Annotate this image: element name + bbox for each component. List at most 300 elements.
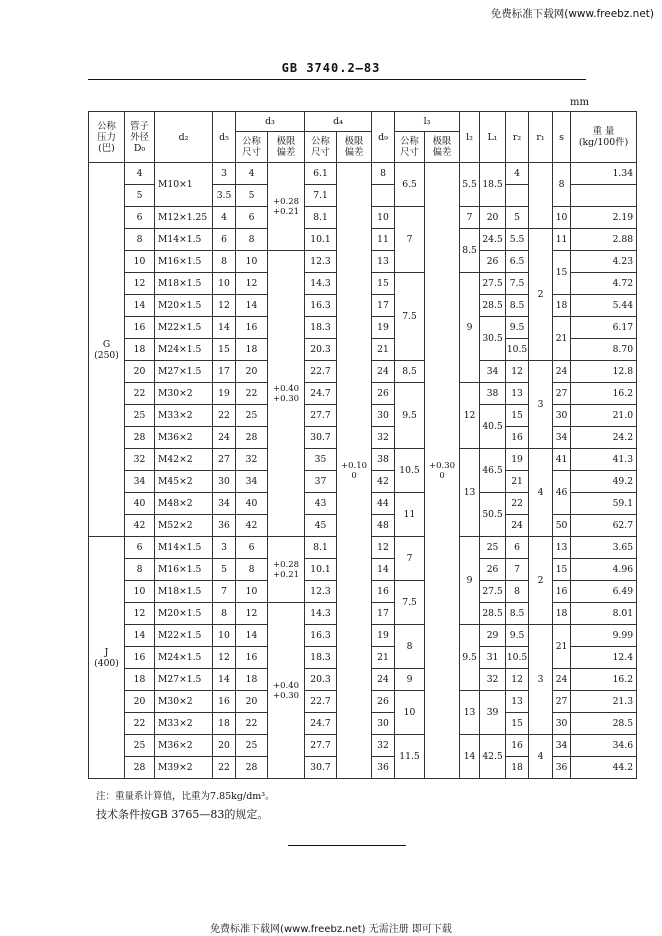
cell-D0: 10 bbox=[125, 251, 155, 273]
cell-l2: 13 bbox=[460, 691, 480, 735]
cell-d9: 14 bbox=[372, 559, 395, 581]
cell-r2: 12 bbox=[506, 361, 529, 383]
cell-w: 59.1 bbox=[571, 493, 637, 515]
cell-L1: 28.5 bbox=[480, 603, 506, 625]
cell-d2: M20×1.5 bbox=[155, 295, 213, 317]
cell-d5: 8 bbox=[213, 251, 236, 273]
cell-r2: 8.5 bbox=[506, 295, 529, 317]
cell-l2: 5.5 bbox=[460, 163, 480, 207]
cell-d9: 8 bbox=[372, 163, 395, 185]
cell-d3: 8 bbox=[236, 559, 268, 581]
cell-w: 41.3 bbox=[571, 449, 637, 471]
cell-s: 30 bbox=[553, 713, 571, 735]
cell-d9: 48 bbox=[372, 515, 395, 537]
cell-d2: M48×2 bbox=[155, 493, 213, 515]
spec-table-body bbox=[89, 163, 637, 779]
cell-r2: 4 bbox=[506, 163, 529, 185]
cell-l3: 7.5 bbox=[395, 581, 425, 625]
cell-d3: 14 bbox=[236, 625, 268, 647]
cell-d9: 38 bbox=[372, 449, 395, 471]
cell-d3: 20 bbox=[236, 691, 268, 713]
cell-d4: 20.3 bbox=[305, 669, 337, 691]
cell-s: 13 bbox=[553, 537, 571, 559]
cell-L1: 25 bbox=[480, 537, 506, 559]
header-pipe-od: 管子 外径 D₀ bbox=[125, 112, 155, 163]
cell-s: 18 bbox=[553, 295, 571, 317]
cell-d5: 16 bbox=[213, 691, 236, 713]
cell-d5: 8 bbox=[213, 603, 236, 625]
cell-w: 12.4 bbox=[571, 647, 637, 669]
cell-d5: 5 bbox=[213, 559, 236, 581]
cell-r2: 16 bbox=[506, 427, 529, 449]
cell-r2: 24 bbox=[506, 515, 529, 537]
cell-grp: G (250) bbox=[89, 163, 125, 537]
cell-d9: 30 bbox=[372, 405, 395, 427]
cell-d5: 24 bbox=[213, 427, 236, 449]
cell-r2: 8.5 bbox=[506, 603, 529, 625]
cell-d2: M10×1 bbox=[155, 163, 213, 207]
cell-d4: 14.3 bbox=[305, 273, 337, 295]
cell-D0: 42 bbox=[125, 515, 155, 537]
cell-w: 3.65 bbox=[571, 537, 637, 559]
cell-d5: 12 bbox=[213, 295, 236, 317]
header-d3-tolerance: 极限 偏差 bbox=[268, 132, 305, 163]
cell-d4: 24.7 bbox=[305, 713, 337, 735]
cell-d2: M24×1.5 bbox=[155, 647, 213, 669]
cell-r2: 6.5 bbox=[506, 251, 529, 273]
header-d5: d₅ bbox=[213, 112, 236, 163]
cell-d5: 30 bbox=[213, 471, 236, 493]
cell-d4: 43 bbox=[305, 493, 337, 515]
cell-d2: M33×2 bbox=[155, 405, 213, 427]
cell-d3: 6 bbox=[236, 537, 268, 559]
cell-d9: 30 bbox=[372, 713, 395, 735]
cell-s: 15 bbox=[553, 251, 571, 295]
cell-d4: 20.3 bbox=[305, 339, 337, 361]
note-weight: 注：重量系计算值，比重为7.85kg/dm³。 bbox=[96, 791, 275, 802]
cell-d2: M36×2 bbox=[155, 735, 213, 757]
cell-s: 34 bbox=[553, 427, 571, 449]
cell-s: 21 bbox=[553, 625, 571, 669]
cell-D0: 25 bbox=[125, 735, 155, 757]
cell-d2: M12×1.25 bbox=[155, 207, 213, 229]
cell-d3: 22 bbox=[236, 383, 268, 405]
header-l3-nominal: 公称 尺寸 bbox=[395, 132, 425, 163]
cell-L1: 39 bbox=[480, 691, 506, 735]
cell-d5: 19 bbox=[213, 383, 236, 405]
cell-s: 21 bbox=[553, 317, 571, 361]
cell-d2: M20×1.5 bbox=[155, 603, 213, 625]
cell-d9: 24 bbox=[372, 669, 395, 691]
cell-L1: 27.5 bbox=[480, 581, 506, 603]
header-d4: d₄ bbox=[305, 112, 372, 132]
cell-d4: 12.3 bbox=[305, 251, 337, 273]
cell-s: 41 bbox=[553, 449, 571, 471]
cell-r2: 16 bbox=[506, 735, 529, 757]
cell-w: 62.7 bbox=[571, 515, 637, 537]
cell-d5: 3 bbox=[213, 537, 236, 559]
cell-d4: 8.1 bbox=[305, 207, 337, 229]
cell-d4: 27.7 bbox=[305, 405, 337, 427]
cell-d5: 6 bbox=[213, 229, 236, 251]
cell-d4: 30.7 bbox=[305, 757, 337, 779]
cell-r2: 10.5 bbox=[506, 647, 529, 669]
cell-s: 27 bbox=[553, 383, 571, 405]
cell-D0: 16 bbox=[125, 317, 155, 339]
table-row bbox=[89, 163, 637, 185]
cell-D0: 40 bbox=[125, 493, 155, 515]
cell-w: 24.2 bbox=[571, 427, 637, 449]
cell-w: 21.3 bbox=[571, 691, 637, 713]
cell-d4: 22.7 bbox=[305, 361, 337, 383]
cell-d4: 30.7 bbox=[305, 427, 337, 449]
cell-d3t: +0.40 +0.30 bbox=[268, 603, 305, 779]
cell-L1: 50.5 bbox=[480, 493, 506, 537]
cell-L1: 31 bbox=[480, 647, 506, 669]
cell-L1: 18.5 bbox=[480, 163, 506, 207]
cell-d2: M52×2 bbox=[155, 515, 213, 537]
cell-l3: 7 bbox=[395, 537, 425, 581]
cell-r1: 2 bbox=[529, 229, 553, 361]
cell-d4: 18.3 bbox=[305, 647, 337, 669]
cell-d9: 17 bbox=[372, 603, 395, 625]
cell-l3: 8.5 bbox=[395, 361, 425, 383]
cell-d4: 14.3 bbox=[305, 603, 337, 625]
cell-L1: 24.5 bbox=[480, 229, 506, 251]
unit-label: mm bbox=[570, 97, 589, 108]
cell-l2: 7 bbox=[460, 207, 480, 229]
site-banner-top: 免费标准下载网(www.freebz.net) bbox=[490, 8, 654, 20]
cell-s: 8 bbox=[553, 163, 571, 207]
cell-w bbox=[571, 185, 637, 207]
cell-s: 36 bbox=[553, 757, 571, 779]
cell-w: 16.2 bbox=[571, 669, 637, 691]
cell-d2: M30×2 bbox=[155, 383, 213, 405]
cell-r2: 15 bbox=[506, 405, 529, 427]
cell-d3: 40 bbox=[236, 493, 268, 515]
cell-D0: 6 bbox=[125, 537, 155, 559]
cell-d3: 14 bbox=[236, 295, 268, 317]
cell-d3: 18 bbox=[236, 339, 268, 361]
cell-L1: 28.5 bbox=[480, 295, 506, 317]
cell-d9: 11 bbox=[372, 229, 395, 251]
cell-L1: 30.5 bbox=[480, 317, 506, 361]
cell-d9: 12 bbox=[372, 537, 395, 559]
cell-d9: 21 bbox=[372, 339, 395, 361]
cell-D0: 6 bbox=[125, 207, 155, 229]
cell-r2: 15 bbox=[506, 713, 529, 735]
cell-r2: 13 bbox=[506, 691, 529, 713]
cell-s: 24 bbox=[553, 361, 571, 383]
cell-d3: 6 bbox=[236, 207, 268, 229]
cell-d3: 10 bbox=[236, 251, 268, 273]
cell-L1: 27.5 bbox=[480, 273, 506, 295]
cell-l3: 9.5 bbox=[395, 383, 425, 449]
header-d9: d₉ bbox=[372, 112, 395, 163]
cell-w: 9.99 bbox=[571, 625, 637, 647]
cell-D0: 28 bbox=[125, 427, 155, 449]
cell-s: 18 bbox=[553, 603, 571, 625]
cell-s: 24 bbox=[553, 669, 571, 691]
cell-d2: M14×1.5 bbox=[155, 229, 213, 251]
cell-w: 8.01 bbox=[571, 603, 637, 625]
cell-w: 21.0 bbox=[571, 405, 637, 427]
cell-w: 49.2 bbox=[571, 471, 637, 493]
cell-D0: 12 bbox=[125, 603, 155, 625]
cell-w: 4.96 bbox=[571, 559, 637, 581]
cell-d4: 27.7 bbox=[305, 735, 337, 757]
cell-r1: 4 bbox=[529, 449, 553, 537]
cell-l3: 8 bbox=[395, 625, 425, 669]
cell-s: 16 bbox=[553, 581, 571, 603]
cell-D0: 20 bbox=[125, 361, 155, 383]
cell-d4: 45 bbox=[305, 515, 337, 537]
cell-d9: 13 bbox=[372, 251, 395, 273]
cell-l2: 9 bbox=[460, 537, 480, 625]
cell-d2: M18×1.5 bbox=[155, 273, 213, 295]
cell-d9: 15 bbox=[372, 273, 395, 295]
cell-l3: 11 bbox=[395, 493, 425, 537]
cell-d3: 28 bbox=[236, 427, 268, 449]
header-d3: d₃ bbox=[236, 112, 305, 132]
cell-d3: 42 bbox=[236, 515, 268, 537]
cell-r2: 5 bbox=[506, 207, 529, 229]
cell-w: 16.2 bbox=[571, 383, 637, 405]
cell-d4: 10.1 bbox=[305, 229, 337, 251]
cell-d9: 24 bbox=[372, 361, 395, 383]
header-s: s bbox=[553, 112, 571, 163]
cell-d5: 27 bbox=[213, 449, 236, 471]
header-d2: d₂ bbox=[155, 112, 213, 163]
cell-d3: 34 bbox=[236, 471, 268, 493]
cell-d9: 16 bbox=[372, 581, 395, 603]
cell-D0: 34 bbox=[125, 471, 155, 493]
cell-w: 2.19 bbox=[571, 207, 637, 229]
cell-d9: 21 bbox=[372, 647, 395, 669]
cell-L1: 40.5 bbox=[480, 405, 506, 449]
cell-l2: 14 bbox=[460, 735, 480, 779]
cell-d9: 36 bbox=[372, 757, 395, 779]
cell-w: 2.88 bbox=[571, 229, 637, 251]
cell-w: 28.5 bbox=[571, 713, 637, 735]
cell-d4: 16.3 bbox=[305, 625, 337, 647]
standard-title: GB 3740.2—83 bbox=[281, 61, 381, 75]
cell-d3: 10 bbox=[236, 581, 268, 603]
cell-d5: 3.5 bbox=[213, 185, 236, 207]
cell-l3: 10 bbox=[395, 691, 425, 735]
cell-d5: 34 bbox=[213, 493, 236, 515]
cell-d4: 22.7 bbox=[305, 691, 337, 713]
cell-d2: M42×2 bbox=[155, 449, 213, 471]
header-L1: L₁ bbox=[480, 112, 506, 163]
cell-D0: 8 bbox=[125, 559, 155, 581]
cell-s: 50 bbox=[553, 515, 571, 537]
cell-d4: 12.3 bbox=[305, 581, 337, 603]
cell-r2: 9.5 bbox=[506, 317, 529, 339]
cell-d3t: +0.28 +0.21 bbox=[268, 537, 305, 603]
cell-r2: 19 bbox=[506, 449, 529, 471]
cell-l2: 13 bbox=[460, 449, 480, 537]
cell-d4: 37 bbox=[305, 471, 337, 493]
cell-d3t: +0.40 +0.30 bbox=[268, 251, 305, 537]
header-weight: 重 量 (kg/100件) bbox=[571, 112, 637, 163]
cell-D0: 14 bbox=[125, 295, 155, 317]
cell-d9: 26 bbox=[372, 383, 395, 405]
cell-d5: 36 bbox=[213, 515, 236, 537]
cell-d5: 4 bbox=[213, 207, 236, 229]
cell-d2: M14×1.5 bbox=[155, 537, 213, 559]
header-l2: l₂ bbox=[460, 112, 480, 163]
header-pressure: 公称 压力 (巴) bbox=[89, 112, 125, 163]
note-technical: 技术条件按GB 3765—83的规定。 bbox=[96, 808, 269, 821]
cell-w: 4.23 bbox=[571, 251, 637, 273]
cell-d3: 18 bbox=[236, 669, 268, 691]
cell-w: 12.8 bbox=[571, 361, 637, 383]
cell-L1: 26 bbox=[480, 559, 506, 581]
cell-r1: 3 bbox=[529, 625, 553, 735]
cell-r2: 18 bbox=[506, 757, 529, 779]
cell-s: 34 bbox=[553, 735, 571, 757]
cell-d2: M30×2 bbox=[155, 691, 213, 713]
cell-s: 46 bbox=[553, 471, 571, 515]
cell-d2: M18×1.5 bbox=[155, 581, 213, 603]
cell-d3: 20 bbox=[236, 361, 268, 383]
cell-w: 6.49 bbox=[571, 581, 637, 603]
cell-D0: 28 bbox=[125, 757, 155, 779]
cell-l3: 7 bbox=[395, 207, 425, 273]
cell-d2: M33×2 bbox=[155, 713, 213, 735]
cell-D0: 12 bbox=[125, 273, 155, 295]
cell-l3t: +0.30 0 bbox=[425, 163, 460, 779]
cell-d5: 3 bbox=[213, 163, 236, 185]
spec-table bbox=[88, 111, 637, 779]
cell-l3: 7.5 bbox=[395, 273, 425, 361]
cell-r2: 7.5 bbox=[506, 273, 529, 295]
cell-d2: M22×1.5 bbox=[155, 625, 213, 647]
cell-l2: 8.5 bbox=[460, 229, 480, 273]
cell-r1: 3 bbox=[529, 361, 553, 449]
cell-s: 11 bbox=[553, 229, 571, 251]
cell-r2: 6 bbox=[506, 537, 529, 559]
cell-D0: 10 bbox=[125, 581, 155, 603]
cell-d5: 10 bbox=[213, 625, 236, 647]
cell-D0: 20 bbox=[125, 691, 155, 713]
cell-d3: 5 bbox=[236, 185, 268, 207]
header-d4-tolerance: 极限 偏差 bbox=[337, 132, 372, 163]
cell-d9: 10 bbox=[372, 207, 395, 229]
cell-w: 4.72 bbox=[571, 273, 637, 295]
cell-s: 10 bbox=[553, 207, 571, 229]
cell-D0: 18 bbox=[125, 669, 155, 691]
cell-s: 27 bbox=[553, 691, 571, 713]
cell-D0: 4 bbox=[125, 163, 155, 185]
cell-l2: 9.5 bbox=[460, 625, 480, 691]
cell-L1: 32 bbox=[480, 669, 506, 691]
cell-d5: 18 bbox=[213, 713, 236, 735]
cell-r2: 10.5 bbox=[506, 339, 529, 361]
cell-d3: 12 bbox=[236, 603, 268, 625]
cell-d3: 32 bbox=[236, 449, 268, 471]
cell-d5: 22 bbox=[213, 757, 236, 779]
cell-L1: 20 bbox=[480, 207, 506, 229]
cell-d2: M45×2 bbox=[155, 471, 213, 493]
cell-r2: 13 bbox=[506, 383, 529, 405]
cell-L1: 29 bbox=[480, 625, 506, 647]
footer-rule bbox=[288, 845, 406, 846]
cell-l3: 10.5 bbox=[395, 449, 425, 493]
cell-d4: 8.1 bbox=[305, 537, 337, 559]
cell-d4: 7.1 bbox=[305, 185, 337, 207]
cell-D0: 32 bbox=[125, 449, 155, 471]
cell-d4: 18.3 bbox=[305, 317, 337, 339]
cell-w: 34.6 bbox=[571, 735, 637, 757]
cell-d5: 15 bbox=[213, 339, 236, 361]
cell-L1: 26 bbox=[480, 251, 506, 273]
cell-l2: 9 bbox=[460, 273, 480, 383]
cell-D0: 25 bbox=[125, 405, 155, 427]
cell-r2: 7 bbox=[506, 559, 529, 581]
cell-d3: 28 bbox=[236, 757, 268, 779]
cell-d4: 35 bbox=[305, 449, 337, 471]
cell-L1: 34 bbox=[480, 361, 506, 383]
cell-d3t: +0.28 +0.21 bbox=[268, 163, 305, 251]
cell-d2: M27×1.5 bbox=[155, 361, 213, 383]
cell-d5: 17 bbox=[213, 361, 236, 383]
cell-d3: 16 bbox=[236, 647, 268, 669]
cell-L1: 42.5 bbox=[480, 735, 506, 779]
cell-s: 30 bbox=[553, 405, 571, 427]
cell-w: 1.34 bbox=[571, 163, 637, 185]
cell-d4: 6.1 bbox=[305, 163, 337, 185]
cell-r1: 2 bbox=[529, 537, 553, 625]
header-l3: l₃ bbox=[395, 112, 460, 132]
cell-d2: M39×2 bbox=[155, 757, 213, 779]
cell-L1: 46.5 bbox=[480, 449, 506, 493]
cell-r2: 9.5 bbox=[506, 625, 529, 647]
cell-d3: 25 bbox=[236, 405, 268, 427]
cell-d3: 25 bbox=[236, 735, 268, 757]
cell-d5: 12 bbox=[213, 647, 236, 669]
header-r2: r₂ bbox=[506, 112, 529, 163]
cell-d5: 14 bbox=[213, 317, 236, 339]
cell-w: 8.70 bbox=[571, 339, 637, 361]
cell-r2: 12 bbox=[506, 669, 529, 691]
cell-r2: 21 bbox=[506, 471, 529, 493]
cell-d9: 17 bbox=[372, 295, 395, 317]
cell-d9: 32 bbox=[372, 427, 395, 449]
cell-d4: 16.3 bbox=[305, 295, 337, 317]
cell-d5: 20 bbox=[213, 735, 236, 757]
cell-d9 bbox=[372, 185, 395, 207]
header-l3-tolerance: 极限 偏差 bbox=[425, 132, 460, 163]
cell-d2: M22×1.5 bbox=[155, 317, 213, 339]
cell-d5: 10 bbox=[213, 273, 236, 295]
cell-r2: 22 bbox=[506, 493, 529, 515]
cell-l3: 11.5 bbox=[395, 735, 425, 779]
header-d4-nominal: 公称 尺寸 bbox=[305, 132, 337, 163]
cell-w: 44.2 bbox=[571, 757, 637, 779]
cell-r2 bbox=[506, 185, 529, 207]
cell-l3: 6.5 bbox=[395, 163, 425, 207]
cell-D0: 14 bbox=[125, 625, 155, 647]
cell-d3: 22 bbox=[236, 713, 268, 735]
cell-d5: 22 bbox=[213, 405, 236, 427]
cell-r2: 8 bbox=[506, 581, 529, 603]
cell-d9: 32 bbox=[372, 735, 395, 757]
cell-d4: 10.1 bbox=[305, 559, 337, 581]
cell-D0: 5 bbox=[125, 185, 155, 207]
cell-D0: 22 bbox=[125, 383, 155, 405]
